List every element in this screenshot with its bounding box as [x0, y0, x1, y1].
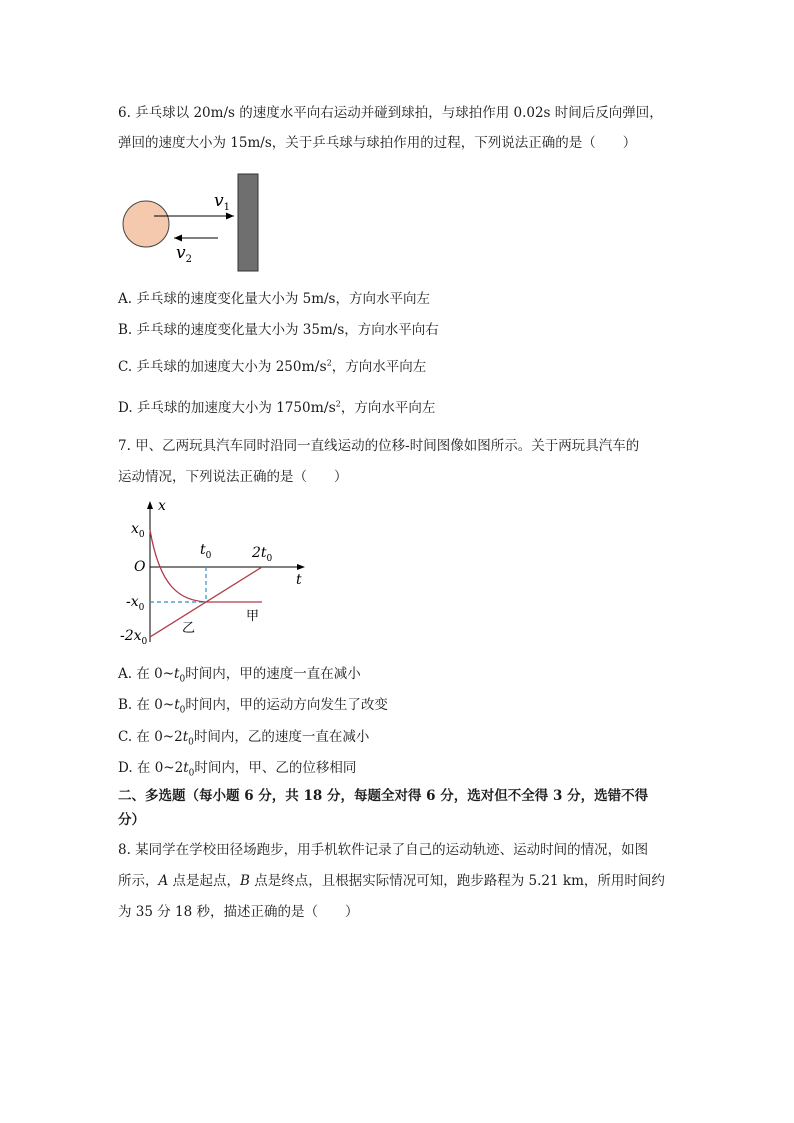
q7-option-d	[118, 759, 356, 777]
q7-option-a-text: A. 在 0~	[118, 666, 175, 682]
q8-stem-line1: 8. 某同学在学校田径场跑步，用手机软件记录了自己的运动轨迹、运动时间的情况，如图	[118, 842, 649, 858]
q7-stem-line1: 7. 甲、乙两玩具汽车同时沿同一直线运动的位移-时间图像如图所示。关于两玩具汽车的	[118, 438, 640, 454]
jia-label: 甲	[246, 609, 260, 624]
q6-option-c-unit: m/s	[301, 359, 327, 375]
q6-option-d	[118, 399, 435, 417]
q6-option-d-direction: ，方向水平向左	[340, 400, 436, 416]
q7-option-d-tail: 时间内，甲、乙的位移相同	[194, 760, 357, 776]
q8-stem-line3: 为 35 分 18 秒，描述正确的是（ ）	[118, 904, 359, 920]
q7-option-b	[118, 696, 388, 714]
t-symbol: t	[183, 760, 189, 776]
2t0-label: $2t_0$	[252, 545, 273, 564]
t-subscript: 0	[188, 768, 195, 779]
section2-heading-line1: 二、多选题（每小题 6 分，共 18 分，每题全对得 6 分，选对但不全得 3 分，选错不得	[118, 788, 649, 804]
v1-arrowhead	[226, 213, 234, 220]
v2-label: $v_2$	[176, 243, 192, 265]
x-axis-arrowhead	[147, 501, 153, 509]
t-symbol: t	[182, 729, 189, 745]
t0-label: $t_0$	[200, 542, 212, 561]
t-axis-label: t	[296, 572, 302, 588]
q8-line2-mid1: 点是起点，	[168, 873, 241, 889]
q8-line2-start: 所示，	[118, 873, 159, 889]
t-subscript: 0	[188, 737, 194, 748]
t-subscript: 0	[179, 705, 186, 716]
q7-option-a-tail: 时间内，甲的速度一直在减小	[185, 666, 361, 682]
q6-option-c	[118, 358, 426, 376]
neg-2x0-label: $-2x_0$	[120, 628, 148, 647]
q7-option-b-tail: 时间内，甲的运动方向发生了改变	[185, 697, 388, 713]
x0-label: $x_0$	[131, 521, 145, 540]
v1-label: $v_1$	[214, 191, 230, 213]
q7-option-a	[118, 665, 361, 683]
point-b: B	[240, 873, 250, 889]
q8-stem-line2	[118, 872, 665, 890]
section2-heading-line2: 分）	[118, 812, 145, 828]
q6-option-d-exp: 2	[335, 399, 341, 409]
q7-xt-graph	[118, 496, 318, 648]
t-symbol: t	[174, 697, 180, 713]
q7-option-b-text: B. 在 0~	[118, 697, 175, 713]
q6-option-c-exp: 2	[326, 358, 332, 368]
origin-label: O	[134, 559, 146, 575]
yi-label: 乙	[182, 621, 196, 636]
q7-option-d-text: D. 在 0~2	[118, 760, 184, 776]
v2-arrowhead	[174, 235, 182, 242]
q7-stem-line2: 运动情况，下列说法正确的是（ ）	[118, 469, 348, 485]
x-axis-label: x	[158, 498, 166, 514]
ping-pong-ball	[123, 201, 169, 247]
point-a: A	[158, 873, 169, 889]
paddle	[238, 174, 258, 271]
q6-option-a: A. 乒乓球的速度变化量大小为 5m/s，方向水平向左	[118, 291, 430, 307]
q6-option-b: B. 乒乓球的速度变化量大小为 35m/s，方向水平向右	[118, 322, 439, 338]
t-subscript: 0	[179, 674, 186, 685]
q7-option-c	[118, 728, 369, 746]
neg-x0-label: $-x_0$	[126, 594, 145, 613]
q6-option-c-direction: ，方向水平向左	[331, 359, 427, 375]
q6-option-d-unit: m/s	[310, 400, 336, 416]
q6-option-c-text: C. 乒乓球的加速度大小为 250	[118, 359, 302, 375]
q8-line2-mid2: 点是终点，且根据实际情况可知，跑步路程为 5.21 km，所用时间约	[249, 873, 665, 889]
q7-option-c-text: C. 在 0~2	[118, 729, 183, 745]
q6-figure	[118, 168, 278, 276]
t-axis-arrowhead	[297, 564, 305, 570]
q6-stem-line2: 弹回的速度大小为 15m/s，关于乒乓球与球拍作用的过程，下列说法正确的是（ ）	[118, 135, 637, 151]
t-symbol: t	[174, 666, 180, 682]
q6-option-d-text: D. 乒乓球的加速度大小为 1750	[118, 400, 311, 416]
q6-stem-line1: 6. 乒乓球以 20m/s 的速度水平向右运动并碰到球拍，与球拍作用 0.02s 时间后反向弹回，	[118, 105, 663, 121]
q7-option-c-tail: 时间内，乙的速度一直在减小	[193, 729, 370, 745]
